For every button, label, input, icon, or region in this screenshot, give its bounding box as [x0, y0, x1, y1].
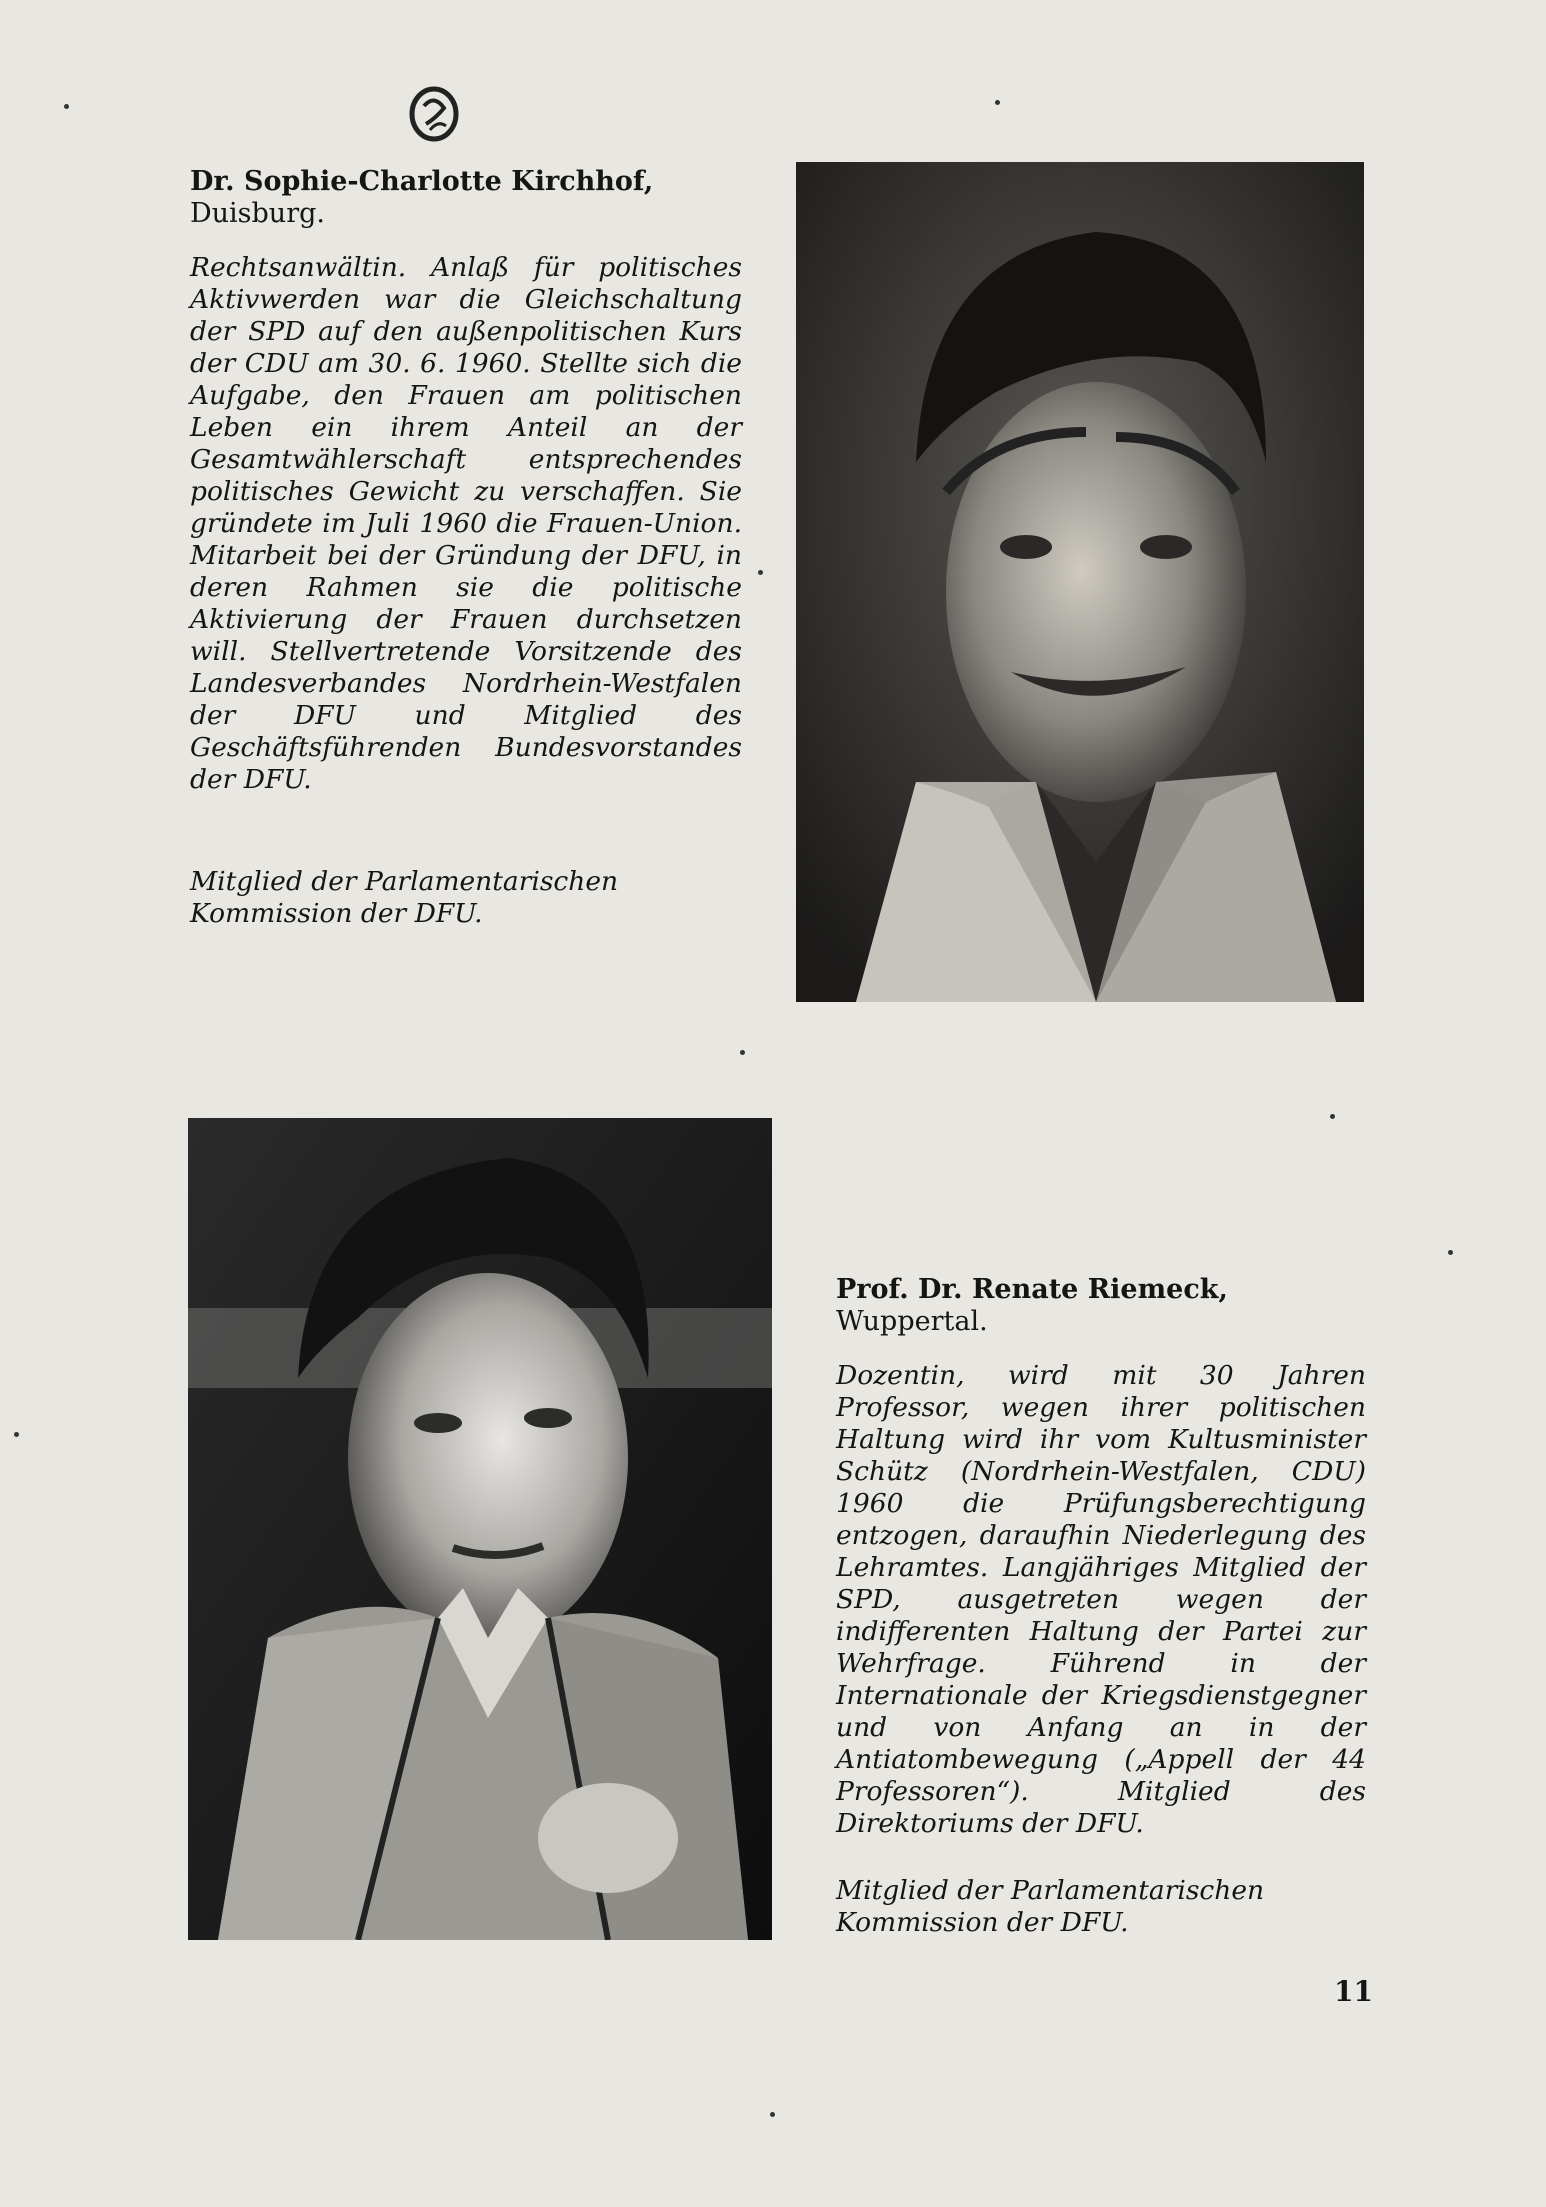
stamp-icon: [404, 84, 464, 144]
entry-1-city: Duisburg.: [190, 198, 325, 229]
entry-2-name: Prof. Dr. Renate Riemeck,: [836, 1274, 1228, 1305]
portrait-photo-kirchhof: [796, 162, 1364, 1002]
scan-speck: [14, 1432, 19, 1437]
entry-1-name: Dr. Sophie-Charlotte Kirchhof,: [190, 166, 654, 197]
scan-speck: [1330, 1114, 1335, 1119]
scan-speck: [740, 1050, 745, 1055]
scan-speck: [64, 104, 69, 109]
scan-speck: [770, 2112, 775, 2117]
page-number: 11: [1334, 1975, 1373, 2008]
scan-speck: [1448, 1250, 1453, 1255]
scan-speck: [995, 100, 1000, 105]
scan-speck: [758, 570, 763, 575]
portrait-photo-riemeck: [188, 1118, 772, 1940]
entry-2-city: Wuppertal.: [836, 1306, 988, 1337]
entry-1-biography: Rechtsanwältin. Anlaß für politisches Aktivwerden war die Gleichschaltung der SPD auf den außenpolitischen Kurs der CDU am 30. 6. 1960. Stellte sich die Aufgabe, den Frauen am politischen Leben ein ihrem Anteil an der Gesamtwählerschaft entsprechendes politisches Gewicht zu verschaffen. Sie gründete im Juli 1960 die Frauen-Union. Mitarbeit bei der Gründung der DFU, in deren Rahmen sie die politische Aktivierung der Frauen durchsetzen will. Stellvertretende Vorsitzende des Landesverbandes Nordrhein-Westfalen der DFU und Mitglied des Geschäftsführenden Bundesvorstandes der DFU.: [190, 252, 742, 795]
entry-2-membership-note: Mitglied der Parlamentarischen Kommission der DFU.: [836, 1875, 1265, 1938]
entry-1-membership-note: Mitglied der Parlamentarischen Kommission der DFU.: [190, 866, 619, 929]
entry-2-biography: Dozentin, wird mit 30 Jahren Professor, wegen ihrer politischen Haltung wird ihr vom Kultusminister Schütz (Nordrhein-Westfalen, CDU) 1960 die Prüfungsberechtigung entzogen, daraufhin Niederlegung des Lehramtes. Langjähriges Mitglied der SPD, ausgetreten wegen der indifferenten Haltung der Partei zur Wehrfrage. Führend in der Internationale der Kriegsdienstgegner und von Anfang an in der Antiatombewegung („Appell der 44 Professoren“). Mitglied des Direktoriums der DFU.: [836, 1360, 1366, 1839]
